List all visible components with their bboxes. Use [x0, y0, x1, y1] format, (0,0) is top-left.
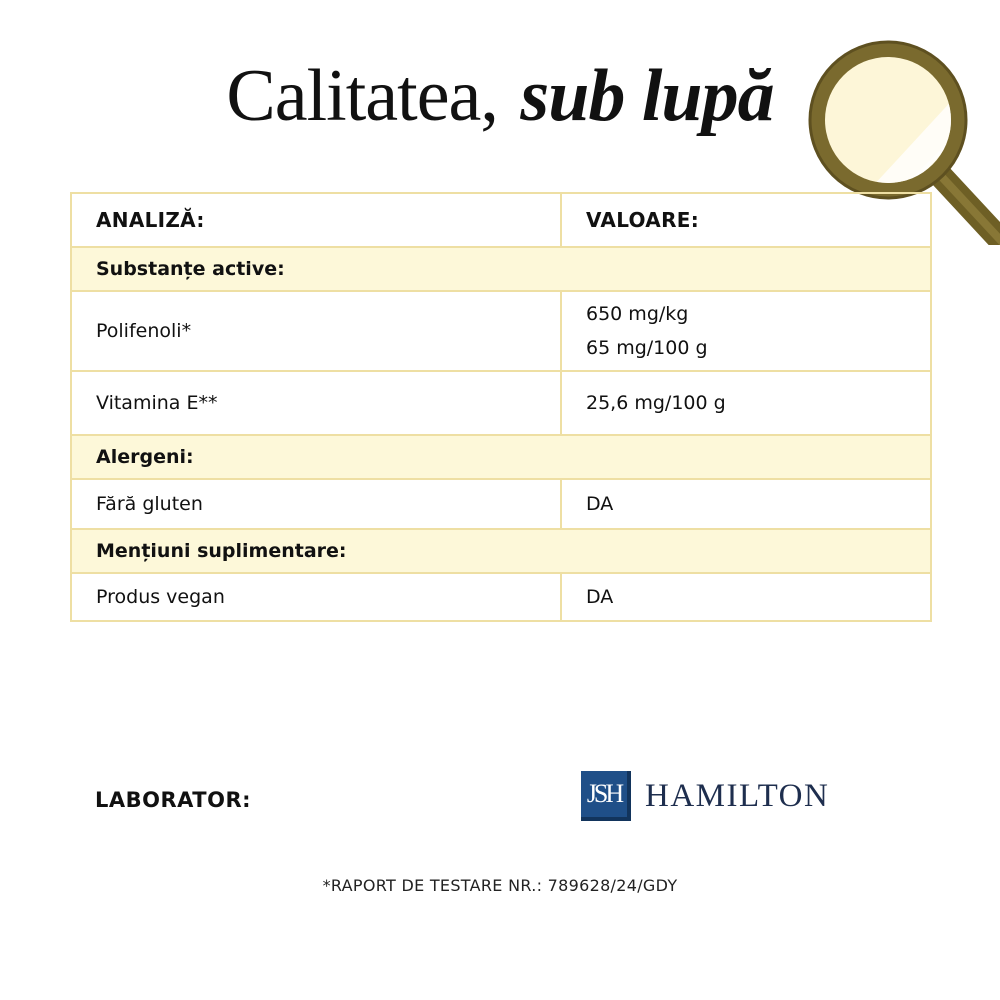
header-analysis: ANALIZĂ:	[71, 193, 561, 247]
table-row	[71, 479, 931, 529]
table-row	[71, 291, 931, 371]
hamilton-logo	[581, 771, 829, 821]
logo-text: HAMILTON	[645, 777, 830, 814]
laboratory-label: LABORATOR:	[95, 788, 252, 812]
section-label: Alergeni:	[71, 435, 931, 479]
row-value: DA	[561, 573, 931, 621]
row-name: Fără gluten	[71, 479, 561, 529]
row-name: Polifenoli*	[71, 291, 561, 371]
row-value: DA	[561, 479, 931, 529]
row-value: 25,6 mg/100 g	[561, 371, 931, 435]
report-footnote: *RAPORT DE TESTARE NR.: 789628/24/GDY	[322, 876, 678, 895]
section-label: Substanțe active:	[71, 247, 931, 291]
analysis-table	[70, 192, 932, 622]
row-name: Produs vegan	[71, 573, 561, 621]
header-value: VALOARE:	[561, 193, 931, 247]
section-label: Mențiuni suplimentare:	[71, 529, 931, 573]
table-row	[71, 371, 931, 435]
title-emphasis: sub lupă	[520, 55, 774, 137]
table-header-row	[71, 193, 931, 247]
row-value-line: 65 mg/100 g	[586, 337, 708, 359]
table-row	[71, 573, 931, 621]
row-value-line: 650 mg/kg	[586, 303, 689, 325]
section-row	[71, 435, 931, 479]
title-regular: Calitatea,	[226, 55, 498, 137]
row-name: Vitamina E**	[71, 371, 561, 435]
section-row	[71, 529, 931, 573]
row-value	[561, 291, 931, 371]
section-row	[71, 247, 931, 291]
logo-mark: JSH	[581, 771, 631, 821]
